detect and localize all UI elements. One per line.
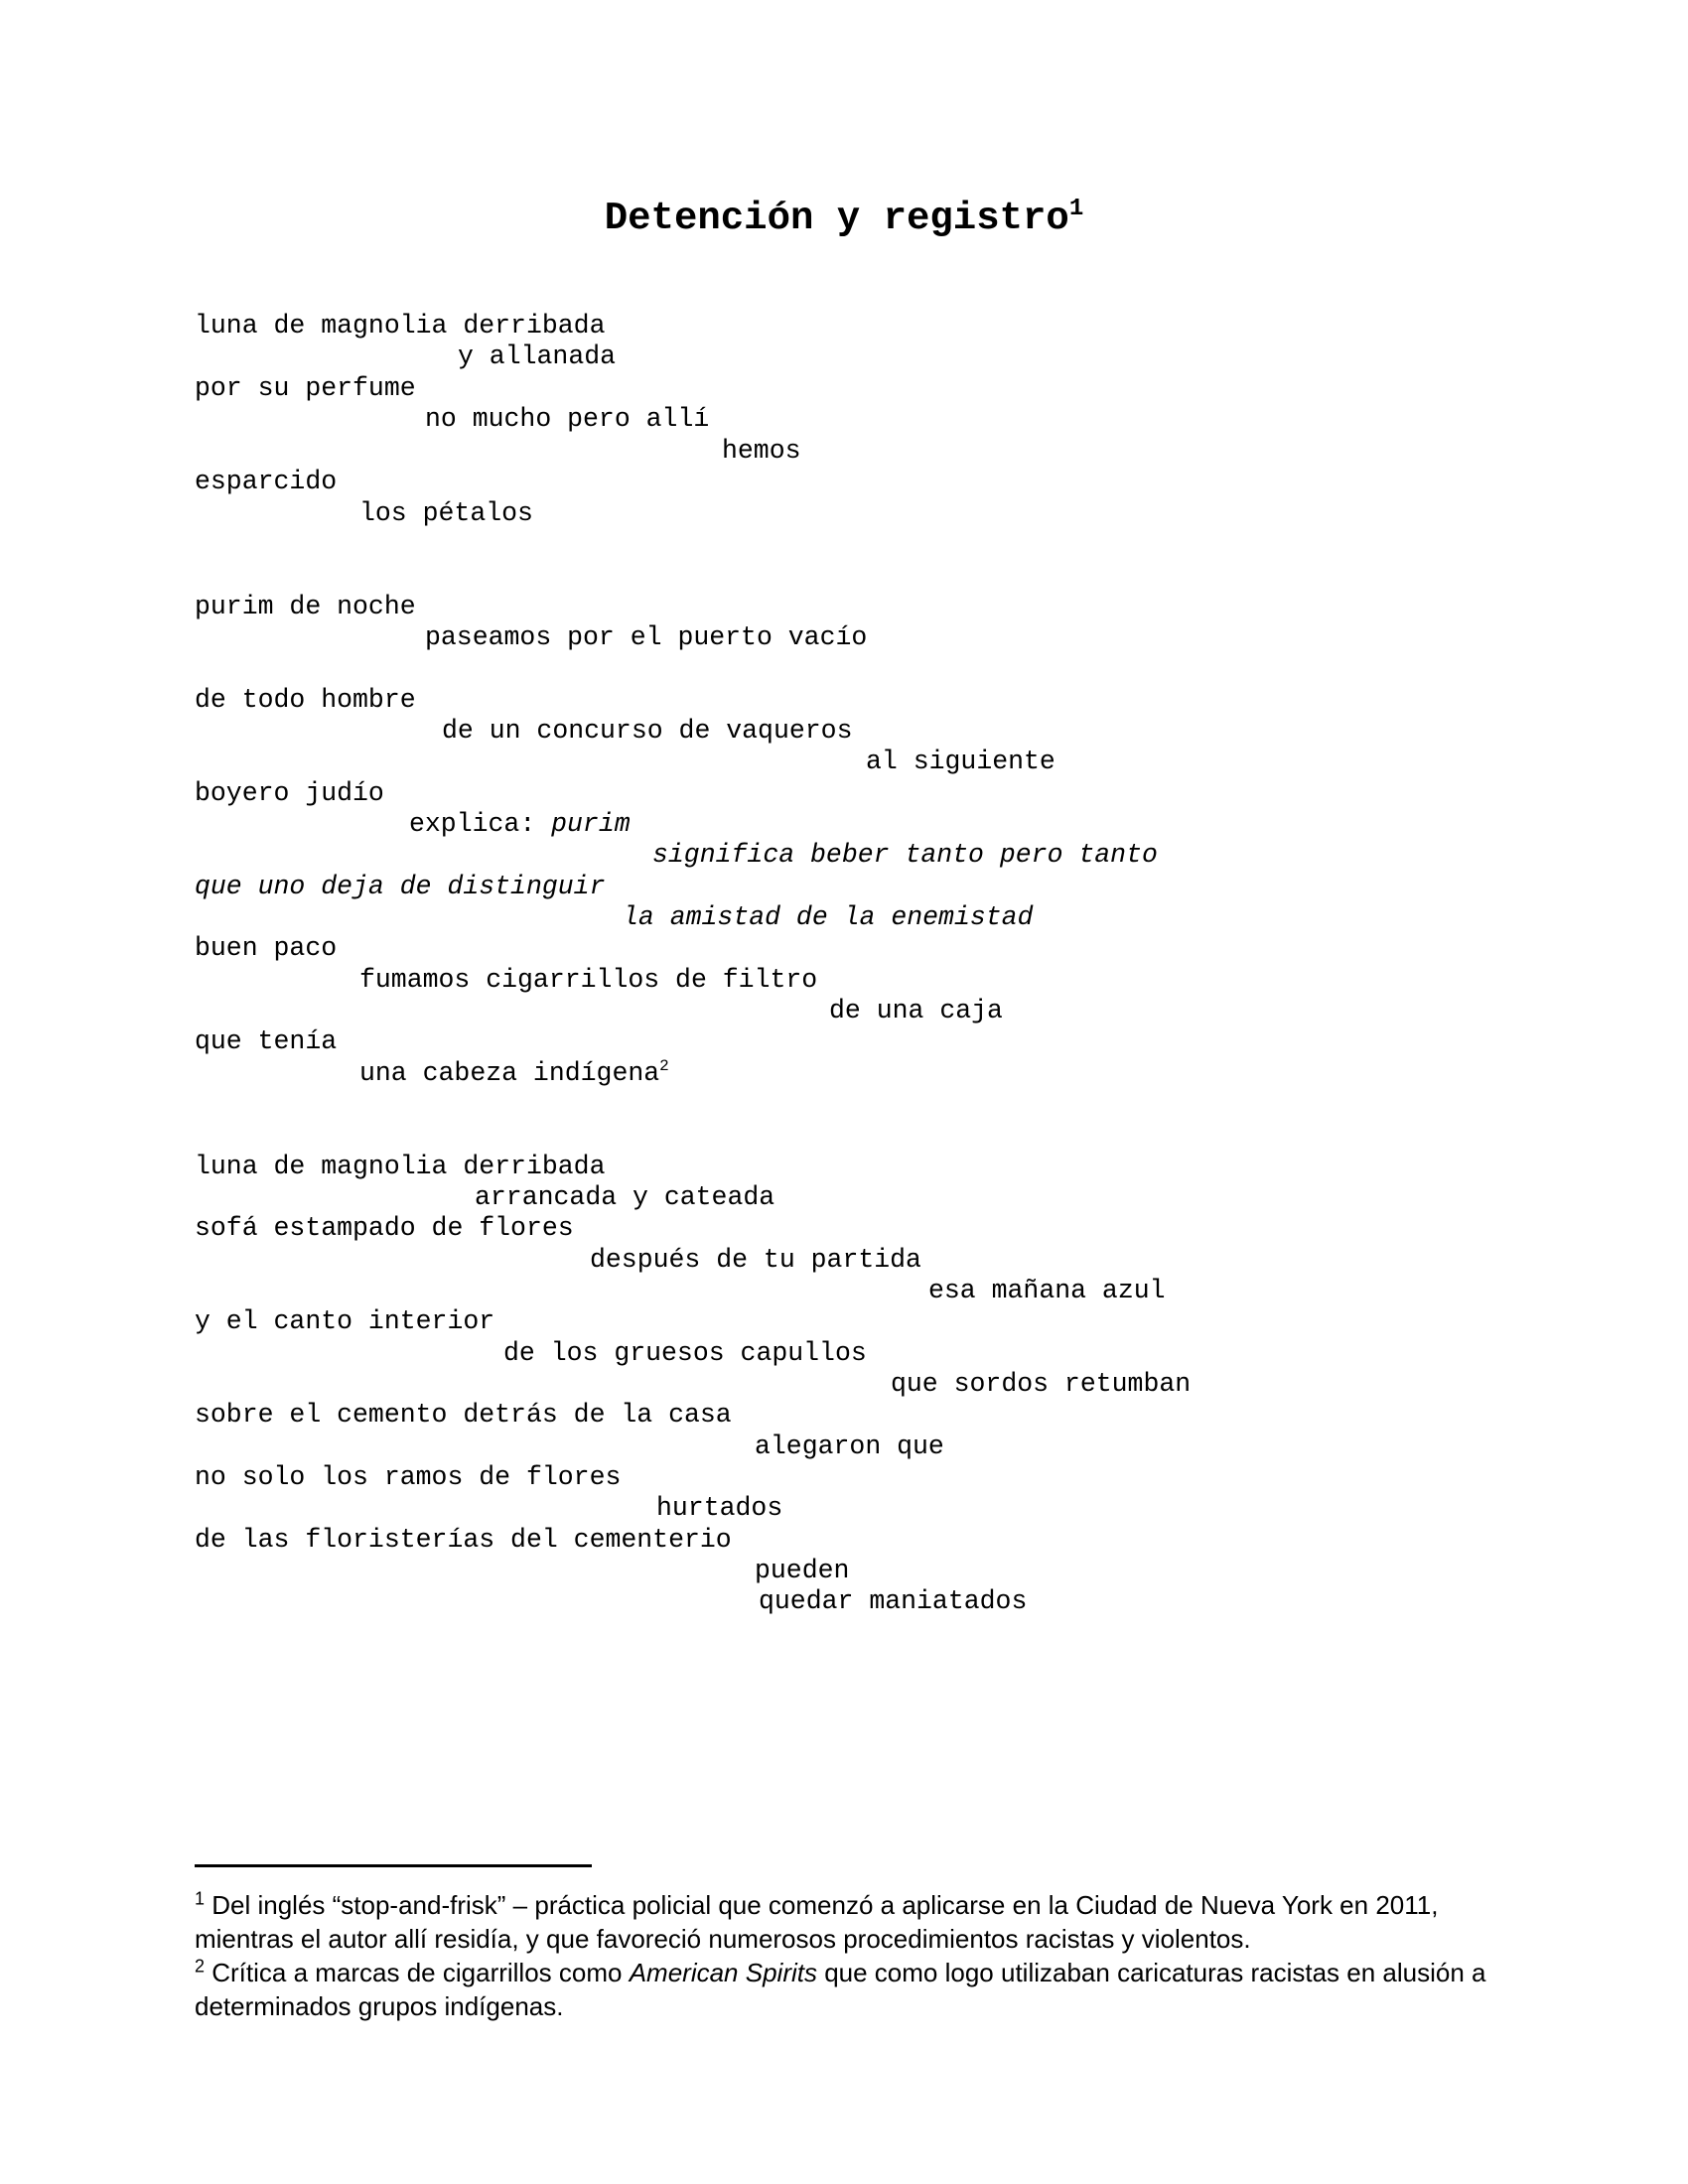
poem-line: la amistad de la enemistad <box>623 902 1034 932</box>
poem-line: luna de magnolia derribada <box>195 1152 606 1181</box>
footnote-text: que como logo utilizaban caricaturas racistas en alusión a determinados grupos indígenas. <box>195 1958 1486 2021</box>
poem-line: por su perfume <box>195 373 416 403</box>
poem-line-text: explica: <box>409 809 552 839</box>
poem-line: de un concurso de vaqueros <box>442 716 853 746</box>
footnote-italic-brand: American Spirits <box>629 1958 817 1987</box>
line-footnote-ref: 2 <box>659 1057 669 1076</box>
poem-line: paseamos por el puerto vacío <box>425 622 868 652</box>
poem-line: hemos <box>722 436 801 466</box>
poem-line: de los gruesos capullos <box>503 1338 867 1368</box>
poem-line: sobre el cemento detrás de la casa <box>195 1400 732 1430</box>
poem-line <box>409 809 631 840</box>
poem-line: purim de noche <box>195 592 416 621</box>
poem-line-italic: purim <box>551 809 631 839</box>
poem-line: buen paco <box>195 933 338 963</box>
poem-line: quedar maniatados <box>759 1586 1028 1616</box>
footnote-number: 2 <box>195 1956 206 1977</box>
poem-line: que uno deja de distinguir <box>195 872 606 901</box>
footnote-text: Crítica a marcas de cigarrillos como <box>205 1958 630 1987</box>
poem-line: no solo los ramos de flores <box>195 1462 622 1492</box>
poem-line: no mucho pero allí <box>425 404 710 434</box>
poem-line: luna de magnolia derribada <box>195 311 606 341</box>
footnote-text: Del inglés “stop-and-frisk” – práctica policial que comenzó a aplicarse en la Ciudad de Nueva York en 2011, mientras el autor allí residía, y que favoreció numerosos procedimientos racistas y violentos. <box>195 1890 1439 1954</box>
poem-line: hurtados <box>656 1493 783 1523</box>
poem-line: los pétalos <box>359 498 533 528</box>
poem-line: boyero judío <box>195 778 384 808</box>
poem-line: de una caja <box>829 996 1003 1025</box>
poem-line: al siguiente <box>866 747 1055 776</box>
poem-line: de todo hombre <box>195 685 416 715</box>
poem-line: y el canto interior <box>195 1306 495 1336</box>
poem-line: que tenía <box>195 1026 338 1056</box>
poem-line: que sordos retumban <box>891 1369 1192 1399</box>
poem-line: de las floristerías del cementerio <box>195 1525 732 1555</box>
footnote-1 <box>195 1888 1495 1956</box>
poem-line: arrancada y cateada <box>475 1182 775 1212</box>
footnote-divider <box>195 1864 592 1867</box>
footnote-2 <box>195 1956 1495 2023</box>
poem-line: y allanada <box>458 341 617 371</box>
poem-line: alegaron que <box>755 1432 944 1461</box>
poem-line: después de tu partida <box>590 1245 921 1275</box>
poem-line: significa beber tanto pero tanto <box>652 840 1158 870</box>
poem-line: esparcido <box>195 467 338 496</box>
poem-title-text: Detención y registro <box>604 197 1069 240</box>
poem-line <box>359 1058 669 1089</box>
poem-title <box>0 195 1688 242</box>
poem-line-text: una cabeza indígena <box>359 1058 660 1088</box>
poem-line: fumamos cigarrillos de filtro <box>359 965 818 995</box>
poem-line: esa mañana azul <box>928 1276 1166 1305</box>
poem-line: sofá estampado de flores <box>195 1213 574 1243</box>
title-footnote-ref: 1 <box>1068 196 1084 222</box>
footnote-number: 1 <box>195 1888 206 1909</box>
poem-line: pueden <box>755 1556 850 1585</box>
